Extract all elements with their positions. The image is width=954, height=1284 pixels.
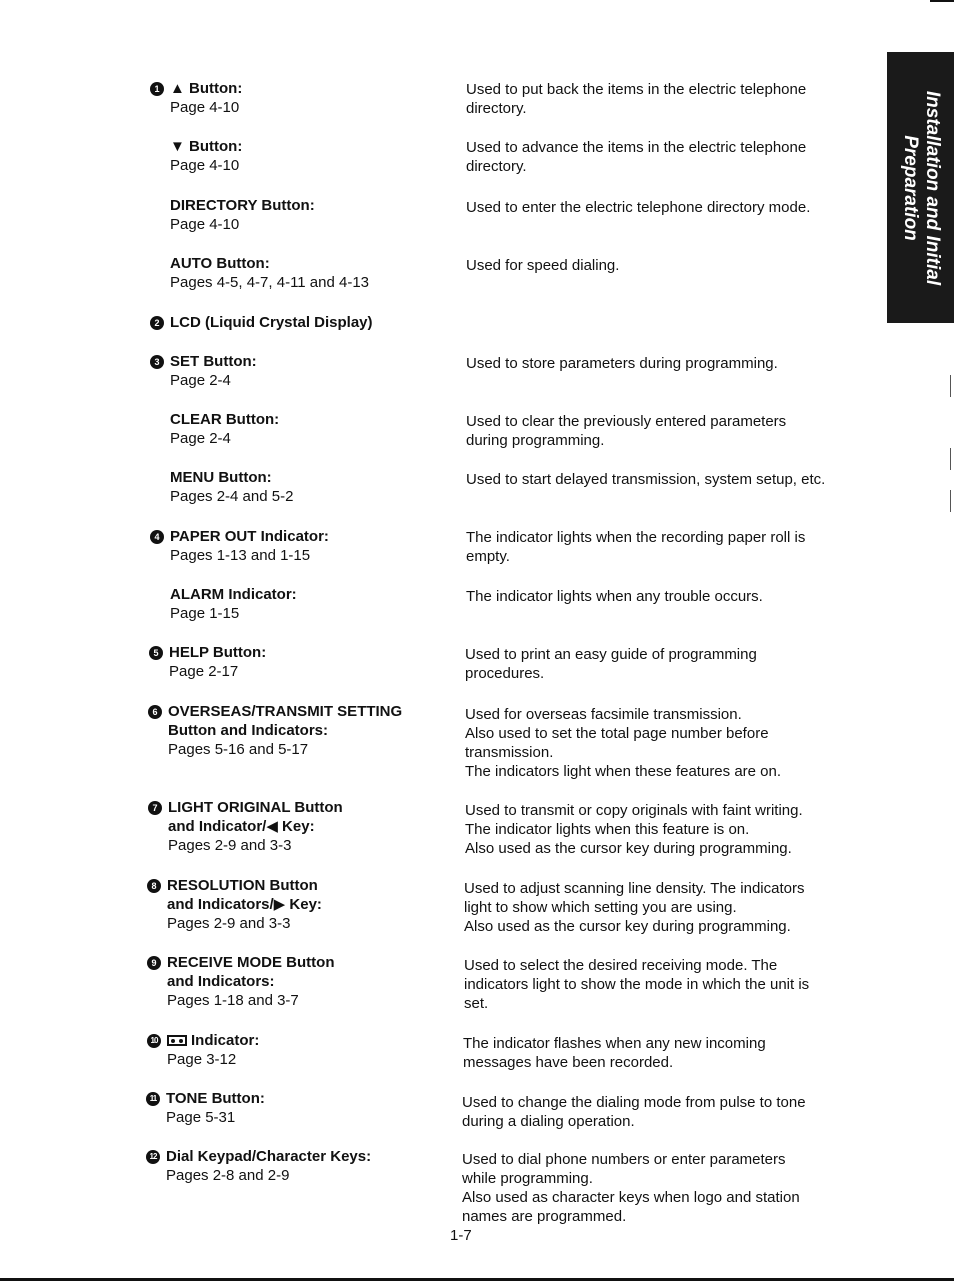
entry-description xyxy=(466,470,866,489)
entry-label xyxy=(167,953,335,1010)
description-line: Used for overseas facsimile transmission. xyxy=(465,706,742,723)
entry-page-ref: Page 4-10 xyxy=(170,157,240,174)
entry-description xyxy=(465,801,865,858)
description-line: Also used to set the total page number before xyxy=(465,725,769,742)
description-line: procedures. xyxy=(465,665,545,682)
entry-page-ref: Pages 4-5, 4-7, 4-11 and 4-13 xyxy=(170,274,370,291)
description-line: Also used as the cursor key during programming. xyxy=(464,918,791,935)
entry-title: CLEAR Button: xyxy=(170,411,280,428)
margin-tick xyxy=(950,375,951,397)
entry-page-ref: Pages 5-16 and 5-17 xyxy=(168,741,309,758)
callout-number-12: 12 xyxy=(146,1150,160,1164)
callout-number-2: 2 xyxy=(150,316,164,330)
entry-description xyxy=(466,80,866,118)
callout-number-10: 10 xyxy=(147,1034,161,1048)
description-line: Used to print an easy guide of programming xyxy=(465,646,757,663)
entry-label xyxy=(170,468,293,506)
callout-number-3: 3 xyxy=(150,355,164,369)
entry-title: DIRECTORY Button: xyxy=(170,197,315,214)
entry-label xyxy=(170,527,329,565)
entry-title-line2: Button and Indicators: xyxy=(168,722,328,739)
cassette-icon xyxy=(167,1035,187,1046)
entry-label xyxy=(170,410,279,448)
description-line: Used to enter the electric telephone directory mode. xyxy=(466,199,811,216)
description-line: during programming. xyxy=(466,432,605,449)
entry-label xyxy=(168,702,402,759)
entry-label xyxy=(170,313,373,332)
description-line: during a dialing operation. xyxy=(462,1113,635,1130)
page-number: 1-7 xyxy=(450,1227,472,1244)
callout-number-5: 5 xyxy=(149,646,163,660)
entry-label xyxy=(170,352,257,390)
entry-title: ▼ Button: xyxy=(170,138,243,155)
entry-title: RECEIVE MODE Button xyxy=(167,954,335,971)
entry-title: MENU Button: xyxy=(170,469,272,486)
description-line: Used to change the dialing mode from pulse to tone xyxy=(462,1094,806,1111)
entry-description xyxy=(464,879,864,936)
entry-label xyxy=(167,876,322,933)
description-line: Used to put back the items in the electric telephone xyxy=(466,81,807,98)
entry-page-ref: Page 5-31 xyxy=(166,1109,236,1126)
callout-number-6: 6 xyxy=(148,705,162,719)
margin-tick xyxy=(950,448,951,470)
description-line: light to show which setting you are using. xyxy=(464,899,737,916)
callout-number-8: 8 xyxy=(147,879,161,893)
description-line: The indicator lights when any trouble occurs. xyxy=(466,588,763,605)
entry-title: TONE Button: xyxy=(166,1090,265,1107)
callout-number-1: 1 xyxy=(150,82,164,96)
description-line: Also used as the cursor key during programming. xyxy=(465,840,792,857)
description-line: Used to store parameters during programming. xyxy=(466,355,778,372)
entry-description xyxy=(466,256,866,275)
entry-title: HELP Button: xyxy=(169,644,267,661)
entry-description xyxy=(465,705,865,781)
description-line: Used to adjust scanning line density. The indicators xyxy=(464,880,805,897)
entry-title: ALARM Indicator: xyxy=(170,586,297,603)
entry-title: Indicator: xyxy=(167,1031,259,1050)
callout-number-9: 9 xyxy=(147,956,161,970)
entry-title: RESOLUTION Button xyxy=(167,877,318,894)
entry-description xyxy=(466,412,866,450)
entry-description xyxy=(463,1034,863,1072)
callout-number-11: 11 xyxy=(146,1092,160,1106)
description-line: Used for speed dialing. xyxy=(466,257,620,274)
entry-title-line2: and Indicator/◀ Key: xyxy=(168,818,315,835)
entry-page-ref: Pages 1-18 and 3-7 xyxy=(167,992,299,1009)
description-line: Used to clear the previously entered parameters xyxy=(466,413,787,430)
entry-title: SET Button: xyxy=(170,353,257,370)
entry-title: LCD (Liquid Crystal Display) xyxy=(170,314,373,331)
description-line: empty. xyxy=(466,548,510,565)
entry-label xyxy=(170,79,242,117)
description-line: The indicators light when these features are on. xyxy=(465,763,782,780)
entry-description xyxy=(465,645,865,683)
entry-label xyxy=(168,798,343,855)
description-line: indicators light to show the mode in which the unit is xyxy=(464,976,810,993)
entry-label xyxy=(170,585,297,623)
section-tab-line2: Preparation xyxy=(899,134,921,241)
entry-description xyxy=(466,587,866,606)
description-line: names are programmed. xyxy=(462,1208,627,1225)
entry-label xyxy=(170,196,315,234)
callout-number-4: 4 xyxy=(150,530,164,544)
description-line: The indicator flashes when any new incoming xyxy=(463,1035,766,1052)
description-line: transmission. xyxy=(465,744,554,761)
entry-label xyxy=(170,137,242,175)
section-tab-line1: Installation and Initial xyxy=(921,90,943,285)
description-line: while programming. xyxy=(462,1170,593,1187)
entry-label xyxy=(167,1031,259,1069)
description-line: messages have been recorded. xyxy=(463,1054,674,1071)
entry-page-ref: Page 2-4 xyxy=(170,430,231,447)
entry-description xyxy=(466,138,866,176)
entry-page-ref: Pages 1-13 and 1-15 xyxy=(170,547,311,564)
description-line: set. xyxy=(464,995,489,1012)
description-line: directory. xyxy=(466,158,527,175)
entry-description xyxy=(462,1093,862,1131)
section-tab xyxy=(887,52,954,323)
entry-description xyxy=(462,1150,862,1226)
entry-label xyxy=(170,254,369,292)
top-rule xyxy=(930,0,954,2)
description-line: The indicator lights when this feature is on. xyxy=(465,821,750,838)
description-line: The indicator lights when the recording paper roll is xyxy=(466,529,806,546)
entry-label xyxy=(166,1147,371,1185)
entry-page-ref: Pages 2-8 and 2-9 xyxy=(166,1167,290,1184)
bottom-rule xyxy=(0,1278,954,1281)
description-line: Used to dial phone numbers or enter parameters xyxy=(462,1151,786,1168)
entry-page-ref: Pages 2-9 and 3-3 xyxy=(168,837,292,854)
entry-description xyxy=(466,528,866,566)
entry-page-ref: Page 1-15 xyxy=(170,605,240,622)
description-line: Used to select the desired receiving mode. The xyxy=(464,957,778,974)
entry-title: PAPER OUT Indicator: xyxy=(170,528,329,545)
callout-number-7: 7 xyxy=(148,801,162,815)
entry-page-ref: Pages 2-4 and 5-2 xyxy=(170,488,294,505)
description-line: Used to start delayed transmission, system setup, etc. xyxy=(466,471,826,488)
entry-title-line2: and Indicators/▶ Key: xyxy=(167,896,322,913)
entry-page-ref: Page 2-4 xyxy=(170,372,231,389)
description-line: Used to transmit or copy originals with faint writing. xyxy=(465,802,803,819)
entry-page-ref: Page 2-17 xyxy=(169,663,239,680)
entry-title-line2: and Indicators: xyxy=(167,973,275,990)
entry-title: AUTO Button: xyxy=(170,255,270,272)
entry-description xyxy=(466,354,866,373)
entry-description xyxy=(464,956,864,1013)
entry-page-ref: Page 4-10 xyxy=(170,99,240,116)
entry-label xyxy=(169,643,266,681)
description-line: directory. xyxy=(466,100,527,117)
description-line: Used to advance the items in the electric telephone xyxy=(466,139,807,156)
entry-page-ref: Pages 2-9 and 3-3 xyxy=(167,915,291,932)
entry-title: ▲ Button: xyxy=(170,80,243,97)
entry-page-ref: Page 4-10 xyxy=(170,216,240,233)
entry-label xyxy=(166,1089,265,1127)
entry-title: Dial Keypad/Character Keys: xyxy=(166,1148,372,1165)
entry-title: OVERSEAS/TRANSMIT SETTING xyxy=(168,703,403,720)
description-line: Also used as character keys when logo and station xyxy=(462,1189,800,1206)
entry-page-ref: Page 3-12 xyxy=(167,1051,237,1068)
entry-title: LIGHT ORIGINAL Button xyxy=(168,799,343,816)
margin-tick xyxy=(950,490,951,512)
entry-description xyxy=(466,198,866,217)
